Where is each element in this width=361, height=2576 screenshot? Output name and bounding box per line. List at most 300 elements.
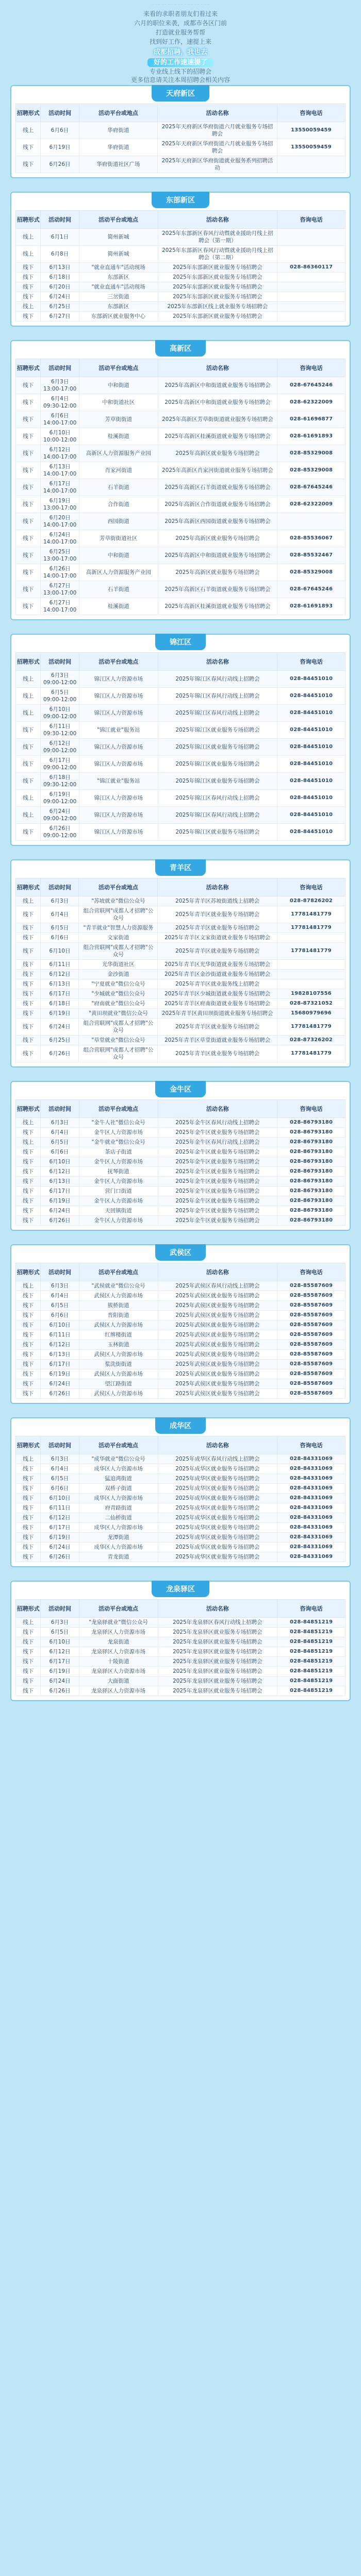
recruit-mode-cell: 线下 xyxy=(16,156,41,173)
table-row xyxy=(16,564,346,581)
event-time-cell: 6月19日 13:00-17:00 xyxy=(41,496,79,513)
table-header-row xyxy=(16,653,346,671)
contact-phone-cell: 028-84331069 xyxy=(277,1523,346,1533)
event-venue-cell: 锦江区人力资源市场 xyxy=(79,688,158,705)
event-venue-cell: 高新区人力资源服务产业园 xyxy=(79,564,158,581)
intro-highlight-line xyxy=(0,57,361,66)
recruit-mode-cell: 线下 xyxy=(16,906,41,923)
contact-phone-cell: 028-85587609 xyxy=(277,1301,346,1311)
column-header-recruit-mode: 招聘形式 xyxy=(16,1600,41,1618)
event-name-cell: 2025年锦江区就业服务专场招聘会 xyxy=(158,756,277,773)
event-time-cell: 6月10日 10:00-12:00 xyxy=(41,428,79,445)
contact-phone-cell: 028-84331069 xyxy=(277,1533,346,1543)
event-time-cell: 6月13日 xyxy=(41,1350,79,1360)
event-time-cell: 6月18日 xyxy=(41,273,79,282)
recruit-mode-cell: 线上 xyxy=(16,229,41,246)
event-venue-cell: "武侯就业"微信公众号 xyxy=(79,1281,158,1291)
recruit-mode-cell: 线下 xyxy=(16,1330,41,1340)
recruit-mode-cell: 线下 xyxy=(16,1036,41,1045)
page-footer-spacer xyxy=(0,1715,361,1812)
table-row xyxy=(16,1379,346,1389)
table-row xyxy=(16,807,346,824)
district-panels xyxy=(0,85,361,1701)
recruit-mode-cell: 线上 xyxy=(16,807,41,824)
contact-phone-cell: 028-84331069 xyxy=(277,1543,346,1552)
table-row xyxy=(16,1628,346,1637)
recruit-mode-cell: 线下 xyxy=(16,1369,41,1379)
schedule-table xyxy=(15,104,346,173)
event-venue-cell: 龙潭街道 xyxy=(79,1533,158,1543)
event-venue-cell: "龙泉驿就业"微信公众号 xyxy=(79,1618,158,1628)
recruit-mode-cell: 线下 xyxy=(16,1177,41,1187)
event-name-cell: 2025年锦江区春风行动线上招聘会 xyxy=(158,790,277,807)
event-time-cell: 6月17日 xyxy=(41,1523,79,1533)
event-time-cell: 6月24日 xyxy=(41,1019,79,1036)
district-panel xyxy=(10,340,351,620)
table-row xyxy=(16,1206,346,1216)
recruit-mode-cell: 线下 xyxy=(16,739,41,756)
table-header-row xyxy=(16,104,346,122)
event-time-cell: 6月26日 14:00-17:00 xyxy=(41,564,79,581)
recruit-mode-cell: 线下 xyxy=(16,1291,41,1301)
intro-more: 更多信息请关注本周招聘会相关内容 xyxy=(130,76,230,83)
event-name-cell: 2025年高新区桂溪街道就业服务专场招聘会 xyxy=(158,428,277,445)
district-panel xyxy=(10,634,351,846)
event-venue-cell: 合作街道 xyxy=(79,496,158,513)
event-name-cell: 2025年龙泉驿区就业服务专场招聘会 xyxy=(158,1686,277,1696)
recruit-mode-cell: 线下 xyxy=(16,547,41,564)
table-row xyxy=(16,1128,346,1138)
event-name-cell: 2025年天府新区华府街道就业服务系列招聘活动 xyxy=(158,156,277,173)
table-row xyxy=(16,1533,346,1543)
column-header-event-name: 活动名称 xyxy=(158,1100,277,1118)
event-name-cell: 2025年东部新区就业服务专场招聘会 xyxy=(158,263,277,273)
contact-phone-cell: 19828107556 xyxy=(277,989,345,999)
recruit-mode-cell: 线上 xyxy=(16,896,41,906)
contact-phone-cell: 028-84331069 xyxy=(277,1494,346,1503)
recruit-mode-cell: 线下 xyxy=(16,411,41,428)
table-row xyxy=(16,462,346,479)
contact-phone-cell: 028-84451010 xyxy=(277,671,346,688)
table-header-row xyxy=(16,1436,346,1454)
recruit-mode-cell: 线下 xyxy=(16,1379,41,1389)
recruit-mode-cell: 线下 xyxy=(16,1552,41,1562)
intro-line: 专业线上线下的招聘会 xyxy=(149,68,211,75)
district-panel xyxy=(10,1244,351,1404)
event-time-cell: 6月4日 xyxy=(41,906,79,923)
event-name-cell: 2025年天府新区华府街道六月就业服务专场招聘会 xyxy=(158,139,277,156)
table-row xyxy=(16,1369,346,1379)
event-time-cell: 6月24日 09:00-12:00 xyxy=(41,807,79,824)
recruit-mode-cell: 线下 xyxy=(16,581,41,598)
recruit-mode-cell: 线下 xyxy=(16,1647,41,1657)
contact-phone-cell: 028-85587609 xyxy=(277,1350,346,1360)
recruit-mode-cell: 线下 xyxy=(16,1350,41,1360)
column-header-event-name: 活动名称 xyxy=(158,878,277,896)
recruit-mode-cell: 线下 xyxy=(16,1301,41,1311)
contact-phone-cell: 13550059459 xyxy=(277,122,345,139)
contact-phone-cell: 028-84851219 xyxy=(277,1637,346,1647)
contact-phone-cell: 028-86793180 xyxy=(277,1196,346,1206)
column-header-recruit-mode: 招聘形式 xyxy=(16,211,41,229)
event-venue-cell: 东部新区就业服务中心 xyxy=(79,312,158,321)
contact-phone-cell: 028-67645246 xyxy=(277,479,346,496)
event-name-cell: 2025年金牛区就业服务专场招聘会 xyxy=(158,1177,277,1187)
recruit-mode-cell: 线上 xyxy=(16,1281,41,1291)
contact-phone-cell: 15680979696 xyxy=(277,1009,345,1019)
column-header-event-venue: 活动平台或地点 xyxy=(79,1263,158,1281)
event-time-cell: 6月3日 xyxy=(41,1118,79,1128)
contact-phone-cell: 028-87321052 xyxy=(277,999,345,1009)
event-time-cell: 6月19日 09:00-12:00 xyxy=(41,790,79,807)
table-row xyxy=(16,377,346,394)
event-name-cell: 2025年成华区就业服务专场招聘会 xyxy=(158,1533,277,1543)
column-header-recruit-mode: 招聘形式 xyxy=(16,1100,41,1118)
event-name-cell: 2025年东部新区就业服务专场招聘会 xyxy=(158,282,277,292)
table-row xyxy=(16,1157,346,1167)
contact-phone-cell: 028-84851219 xyxy=(277,1667,346,1676)
district-panel xyxy=(10,192,351,327)
contact-phone-cell: 028-61691893 xyxy=(277,598,346,615)
table-row xyxy=(16,1618,346,1628)
column-header-event-venue: 活动平台或地点 xyxy=(79,878,158,896)
event-venue-cell: 组合营联网"成都人才招聘"公众号 xyxy=(79,1019,158,1036)
recruit-mode-cell: 线上 xyxy=(16,790,41,807)
event-venue-cell: 金牛区人力资源市场 xyxy=(79,1177,158,1187)
event-venue-cell: "锦江就业"服务站 xyxy=(79,722,158,739)
event-venue-cell: 武侯区人力资源市场 xyxy=(79,1320,158,1330)
event-time-cell: 6月11日 xyxy=(41,1503,79,1513)
table-row xyxy=(16,1503,346,1513)
contact-phone-cell: 028-84851219 xyxy=(277,1657,346,1667)
event-name-cell: 2025年成华区就业服务专场招聘会 xyxy=(158,1503,277,1513)
event-venue-cell: 茶店子街道 xyxy=(79,1147,158,1157)
table-row xyxy=(16,263,346,273)
district-panel xyxy=(10,1081,351,1231)
event-name-cell: 2025年成华区就业服务专场招聘会 xyxy=(158,1494,277,1503)
event-venue-cell: "锦江就业"服务站 xyxy=(79,773,158,790)
table-row xyxy=(16,1647,346,1657)
table-row xyxy=(16,1389,346,1399)
event-time-cell: 6月11日 xyxy=(41,1330,79,1340)
table-row xyxy=(16,1667,346,1676)
event-venue-cell: 锦江区人力资源市场 xyxy=(79,671,158,688)
event-time-cell: 6月20日 14:00-17:00 xyxy=(41,513,79,530)
recruit-mode-cell: 线下 xyxy=(16,598,41,615)
contact-phone-cell: 028-86793180 xyxy=(277,1167,346,1177)
event-name-cell: 2025年青羊区文家街道就业服务专场招聘会 xyxy=(158,933,277,943)
event-time-cell: 6月26日 xyxy=(41,1216,79,1226)
event-venue-cell: 锦江区人力资源市场 xyxy=(79,790,158,807)
event-venue-cell: 浆洗街街道 xyxy=(79,1360,158,1369)
event-name-cell: 2025年青羊区黄田坝街道就业服务专场招聘会 xyxy=(158,1009,277,1019)
event-venue-cell: 芳草街街道社区 xyxy=(79,530,158,547)
event-name-cell: 2025年金牛区就业服务专场招聘会 xyxy=(158,1147,277,1157)
column-header-contact-phone: 咨询电话 xyxy=(277,1263,346,1281)
contact-phone-cell xyxy=(277,246,346,263)
table-row xyxy=(16,1009,346,1019)
recruit-mode-cell: 线下 xyxy=(16,999,41,1009)
event-time-cell: 6月6日 xyxy=(41,1311,79,1320)
event-time-cell: 6月11日 09:30-12:00 xyxy=(41,722,79,739)
event-venue-cell: 西园街道 xyxy=(79,513,158,530)
event-name-cell: 2025年金牛区春风行动线上招聘会 xyxy=(158,1138,277,1147)
contact-phone-cell xyxy=(277,970,345,979)
table-row xyxy=(16,547,346,564)
event-time-cell: 6月5日 xyxy=(41,1474,79,1484)
event-venue-cell: 龙泉驿区人力资源市场 xyxy=(79,1667,158,1676)
contact-phone-cell: 028-87326202 xyxy=(277,1036,345,1045)
event-name-cell: 2025年金牛区春风行动线上招聘会 xyxy=(158,1118,277,1128)
event-venue-cell: "金牛就业"微信公众号 xyxy=(79,1138,158,1147)
contact-phone-cell: 028-86793180 xyxy=(277,1138,346,1147)
event-time-cell: 6月5日 xyxy=(41,1138,79,1147)
table-row xyxy=(16,1523,346,1533)
event-venue-cell: 玉林街道 xyxy=(79,1340,158,1350)
event-name-cell: 2025年金牛区就业服务专场招聘会 xyxy=(158,1157,277,1167)
contact-phone-cell xyxy=(277,282,346,292)
event-name-cell: 2025年锦江区就业服务专场招聘会 xyxy=(158,773,277,790)
event-venue-cell: 锦江区人力资源市场 xyxy=(79,756,158,773)
contact-phone-cell: 028-67645246 xyxy=(277,581,346,598)
district-panel xyxy=(10,859,351,1067)
event-venue-cell: "就业直通车"活动现场 xyxy=(79,282,158,292)
event-time-cell: 6月4日 xyxy=(41,1128,79,1138)
event-venue-cell: 华府街道 xyxy=(79,139,158,156)
column-header-event-time: 活动时间 xyxy=(41,1263,79,1281)
event-name-cell: 2025年龙泉驿区就业服务专场招聘会 xyxy=(158,1637,277,1647)
event-venue-cell: 组合营联网"成都人才招聘"公众号 xyxy=(79,943,158,960)
contact-phone-cell: 028-85329008 xyxy=(277,462,346,479)
district-title: 高新区 xyxy=(155,340,206,357)
contact-phone-cell xyxy=(277,292,346,302)
event-time-cell: 6月24日 14:00-17:00 xyxy=(41,530,79,547)
table-row xyxy=(16,312,346,321)
event-time-cell: 6月27日 xyxy=(41,312,79,321)
event-time-cell: 6月13日 xyxy=(41,979,79,989)
event-name-cell: 2025年金牛区就业服务专场招聘会 xyxy=(158,1128,277,1138)
table-row xyxy=(16,496,346,513)
table-row xyxy=(16,1454,346,1464)
recruit-mode-cell: 线下 xyxy=(16,530,41,547)
event-name-cell: 2025年武侯区就业服务专场招聘会 xyxy=(158,1350,277,1360)
event-venue-cell: 简州新城 xyxy=(79,229,158,246)
event-time-cell: 6月10日 xyxy=(41,1494,79,1503)
event-name-cell: 2025年武侯区就业服务专场招聘会 xyxy=(158,1369,277,1379)
contact-phone-cell: 028-86793180 xyxy=(277,1177,346,1187)
event-time-cell: 6月11日 xyxy=(41,960,79,970)
contact-phone-cell: 028-85587609 xyxy=(277,1281,346,1291)
table-row xyxy=(16,598,346,615)
event-venue-cell: 武侯区人力资源市场 xyxy=(79,1350,158,1360)
event-venue-cell: 锦江区人力资源市场 xyxy=(79,824,158,841)
column-header-event-name: 活动名称 xyxy=(158,653,277,671)
table-row xyxy=(16,896,346,906)
event-name-cell: 2025年高新区就业服务专场招聘会 xyxy=(158,564,277,581)
event-venue-cell: 红牌楼街道 xyxy=(79,1330,158,1340)
event-name-cell: 2025年武侯区就业服务专场招聘会 xyxy=(158,1379,277,1389)
event-time-cell: 6月10日 xyxy=(41,943,79,960)
table-row xyxy=(16,139,346,156)
recruit-mode-cell: 线下 xyxy=(16,722,41,739)
recruit-mode-cell: 线下 xyxy=(16,428,41,445)
recruit-mode-cell: 线下 xyxy=(16,756,41,773)
table-row xyxy=(16,989,346,999)
event-name-cell: 2025年天府新区华府街道六月就业服务专场招聘会 xyxy=(158,122,277,139)
schedule-table xyxy=(15,1599,346,1696)
recruit-mode-cell: 线下 xyxy=(16,1045,41,1062)
contact-phone-cell: 028-84851219 xyxy=(277,1676,346,1686)
table-row xyxy=(16,739,346,756)
contact-phone-cell: 17781481779 xyxy=(277,1045,345,1062)
table-row xyxy=(16,122,346,139)
column-header-event-name: 活动名称 xyxy=(158,359,277,377)
event-name-cell: 2025年高新区中和街道就业服务专场招聘会 xyxy=(158,394,277,411)
table-row xyxy=(16,970,346,979)
intro-highlight: 成都招聘，我也去 xyxy=(153,48,207,56)
event-name-cell: 2025年高新区就业服务专场招聘会 xyxy=(158,530,277,547)
event-name-cell: 2025年锦江区就业服务专场招聘会 xyxy=(158,824,277,841)
column-header-contact-phone: 咨询电话 xyxy=(277,1600,346,1618)
event-name-cell: 2025年成华区就业服务专场招聘会 xyxy=(158,1543,277,1552)
recruit-mode-cell: 线下 xyxy=(16,1686,41,1696)
contact-phone-cell xyxy=(277,513,346,530)
contact-phone-cell: 028-85532467 xyxy=(277,547,346,564)
table-row xyxy=(16,1513,346,1523)
contact-phone-cell: 028-84451010 xyxy=(277,688,346,705)
event-name-cell: 2025年武侯区就业服务专场招聘会 xyxy=(158,1340,277,1350)
event-name-cell: 2025年青羊区草堂街道就业服务专场招聘会 xyxy=(158,1036,277,1045)
table-row xyxy=(16,1167,346,1177)
contact-phone-cell: 028-85536067 xyxy=(277,530,346,547)
district-panel xyxy=(10,1581,351,1701)
event-name-cell: 2025年青羊区府南街道就业服务专场招聘会 xyxy=(158,999,277,1009)
event-time-cell: 6月27日 13:00-17:00 xyxy=(41,581,79,598)
column-header-event-venue: 活动平台或地点 xyxy=(79,653,158,671)
table-row xyxy=(16,302,346,312)
contact-phone-cell: 028-84451010 xyxy=(277,807,346,824)
table-row xyxy=(16,1676,346,1686)
table-row xyxy=(16,824,346,841)
event-venue-cell: 龙泉驿区人力资源市场 xyxy=(79,1647,158,1657)
event-name-cell: 2025年武侯区就业服务专场招聘会 xyxy=(158,1291,277,1301)
event-name-cell: 2025年青羊区苏坡街道线上招聘会 xyxy=(158,896,277,906)
event-time-cell: 6月4日 xyxy=(41,1291,79,1301)
contact-phone-cell: 028-84851219 xyxy=(277,1686,346,1696)
recruit-mode-cell: 线下 xyxy=(16,462,41,479)
table-row xyxy=(16,1177,346,1187)
event-venue-cell: 晋阳街道 xyxy=(79,1311,158,1320)
table-row xyxy=(16,292,346,302)
recruit-mode-cell: 线下 xyxy=(16,479,41,496)
event-time-cell: 6月1日 xyxy=(41,229,79,246)
event-venue-cell: 二仙桥街道 xyxy=(79,1513,158,1523)
recruit-mode-cell: 线下 xyxy=(16,824,41,841)
recruit-mode-cell: 线下 xyxy=(16,1523,41,1533)
event-name-cell: 2025年武侯区就业服务专场招聘会 xyxy=(158,1311,277,1320)
table-row xyxy=(16,1474,346,1484)
event-venue-cell: 簇桥街道 xyxy=(79,1301,158,1311)
contact-phone-cell: 028-85587609 xyxy=(277,1311,346,1320)
event-venue-cell: "府南就业"微信公众号 xyxy=(79,999,158,1009)
table-row xyxy=(16,773,346,790)
event-venue-cell: 文家街道 xyxy=(79,933,158,943)
event-time-cell: 6月12日 xyxy=(41,1513,79,1523)
contact-phone-cell: 028-84331069 xyxy=(277,1454,346,1464)
event-venue-cell: "宁夏就业"微信公众号 xyxy=(79,979,158,989)
event-time-cell: 6月26日 xyxy=(41,1045,79,1062)
event-name-cell: 2025年锦江区就业服务专场招聘会 xyxy=(158,739,277,756)
event-venue-cell: 青龙街道 xyxy=(79,1552,158,1562)
contact-phone-cell: 028-61691893 xyxy=(277,428,346,445)
column-header-event-name: 活动名称 xyxy=(158,1600,277,1618)
column-header-event-venue: 活动平台或地点 xyxy=(79,359,158,377)
recruit-mode-cell: 线下 xyxy=(16,1320,41,1330)
schedule-table xyxy=(15,210,346,321)
recruit-mode-cell: 线下 xyxy=(16,1009,41,1019)
event-name-cell: 2025年成华区就业服务专场招聘会 xyxy=(158,1464,277,1474)
event-venue-cell: "就业直通车"活动现场 xyxy=(79,263,158,273)
contact-phone-cell xyxy=(277,273,346,282)
table-row xyxy=(16,722,346,739)
contact-phone-cell: 028-85587609 xyxy=(277,1360,346,1369)
recruit-mode-cell: 线下 xyxy=(16,923,41,933)
event-time-cell: 6月10日 xyxy=(41,1157,79,1167)
table-row xyxy=(16,229,346,246)
table-row xyxy=(16,790,346,807)
recruit-mode-cell: 线下 xyxy=(16,1187,41,1196)
event-name-cell: 2025年龙泉驿区就业服务专场招聘会 xyxy=(158,1647,277,1657)
contact-phone-cell: 028-84331069 xyxy=(277,1474,346,1484)
column-header-contact-phone: 咨询电话 xyxy=(277,1436,346,1454)
recruit-mode-cell: 线下 xyxy=(16,312,41,321)
recruit-mode-cell: 线下 xyxy=(16,989,41,999)
event-time-cell: 6月8日 xyxy=(41,246,79,263)
column-header-recruit-mode: 招聘形式 xyxy=(16,1263,41,1281)
event-time-cell: 6月19日 xyxy=(41,1009,79,1019)
contact-phone-cell: 028-62322009 xyxy=(277,394,346,411)
contact-phone-cell: 17781481779 xyxy=(277,906,345,923)
table-row xyxy=(16,411,346,428)
recruit-mode-cell: 线上 xyxy=(16,302,41,312)
recruit-mode-cell: 线下 xyxy=(16,513,41,530)
district-title: 青羊区 xyxy=(155,859,206,876)
contact-phone-cell: 028-84451010 xyxy=(277,773,346,790)
event-venue-cell: 东部新区 xyxy=(79,273,158,282)
event-name-cell: 2025年高新区西园街道就业服务专场招聘会 xyxy=(158,513,277,530)
table-row xyxy=(16,1637,346,1647)
event-venue-cell: 成华区人力资源市场 xyxy=(79,1494,158,1503)
table-row xyxy=(16,246,346,263)
event-venue-cell: 成华区人力资源市场 xyxy=(79,1464,158,1474)
event-venue-cell: 天回镇街道 xyxy=(79,1206,158,1216)
recruit-mode-cell: 线下 xyxy=(16,1167,41,1177)
recruit-mode-cell: 线下 xyxy=(16,933,41,943)
event-name-cell: 2025年青羊区少城街道就业服务专场招聘会 xyxy=(158,989,277,999)
event-venue-cell: "金牛人社"微信公众号 xyxy=(79,1118,158,1128)
contact-phone-cell: 028-84331069 xyxy=(277,1552,346,1562)
column-header-event-time: 活动时间 xyxy=(41,1100,79,1118)
contact-phone-cell: 028-84331069 xyxy=(277,1513,346,1523)
schedule-table xyxy=(15,1263,346,1399)
event-time-cell: 6月6日 xyxy=(41,933,79,943)
event-time-cell: 6月10日 09:00-12:00 xyxy=(41,705,79,722)
table-row xyxy=(16,1138,346,1147)
table-row xyxy=(16,906,346,923)
event-time-cell: 6月25日 13:00-17:00 xyxy=(41,547,79,564)
event-time-cell: 6月18日 09:30-12:00 xyxy=(41,773,79,790)
event-venue-cell: "草堂就业"微信公众号 xyxy=(79,1036,158,1045)
